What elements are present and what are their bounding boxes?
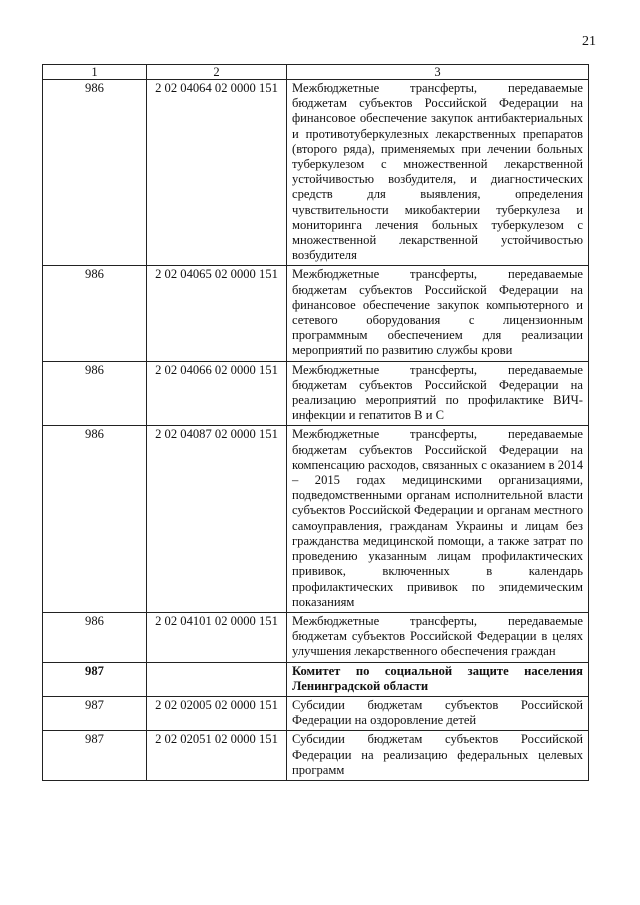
table-row <box>43 361 589 426</box>
revenue-code-cell <box>147 662 287 696</box>
revenue-code-cell: 2 02 04066 02 0000 151 <box>147 361 287 426</box>
page-number: 21 <box>582 34 596 49</box>
admin-code-cell: 987 <box>43 696 147 730</box>
column-header-3: 3 <box>287 65 589 80</box>
description-cell: Межбюджетные трансферты, передаваемые бюджетам субъектов Российской Федерации на реализацию мероприятий по профилактике ВИЧ-инфекции и гепатитов В и С <box>287 361 589 426</box>
administrator-name-cell: Комитет по социальной защите населения Ленинградской области <box>287 662 589 696</box>
table-row <box>43 696 589 730</box>
revenue-code-cell: 2 02 04101 02 0000 151 <box>147 612 287 662</box>
admin-code-cell: 986 <box>43 361 147 426</box>
table-row <box>43 80 589 266</box>
table-row <box>43 731 589 781</box>
admin-code-cell: 987 <box>43 662 147 696</box>
description-cell: Субсидии бюджетам субъектов Российской Федерации на оздоровление детей <box>287 696 589 730</box>
description-cell: Межбюджетные трансферты, передаваемые бюджетам субъектов Российской Федерации на финансовое обеспечение закупок компьютерного и сетевого оборудования с лицензионным программным обеспечением для реализации мероприятий по развитию службы крови <box>287 266 589 361</box>
revenue-code-cell: 2 02 04064 02 0000 151 <box>147 80 287 266</box>
revenue-code-cell: 2 02 04065 02 0000 151 <box>147 266 287 361</box>
revenue-code-cell: 2 02 04087 02 0000 151 <box>147 426 287 612</box>
table-row <box>43 426 589 612</box>
description-cell: Субсидии бюджетам субъектов Российской Федерации на реализацию федеральных целевых программ <box>287 731 589 781</box>
column-header-2: 2 <box>147 65 287 80</box>
admin-code-cell: 986 <box>43 612 147 662</box>
admin-code-cell: 986 <box>43 80 147 266</box>
header-row <box>43 65 589 80</box>
revenue-code-cell: 2 02 02051 02 0000 151 <box>147 731 287 781</box>
table-row <box>43 266 589 361</box>
admin-code-cell: 986 <box>43 266 147 361</box>
table-row-section-heading <box>43 662 589 696</box>
description-cell: Межбюджетные трансферты, передаваемые бюджетам субъектов Российской Федерации в целях улучшения лекарственного обеспечения граждан <box>287 612 589 662</box>
description-cell: Межбюджетные трансферты, передаваемые бюджетам субъектов Российской Федерации на компенсацию расходов, связанных с оказанием в 2014 – 2015 годах медицинскими организациями, подведомственными органам исполнительной власти субъектов Российской Федерации и органам местного самоуправления, гражданам Украины и лицам без гражданства медицинской помощи, а также затрат по проведению указанным лицам профилактических прививок, включенных в календарь профилактических прививок по эпидемическим показаниям <box>287 426 589 612</box>
column-header-1: 1 <box>43 65 147 80</box>
admin-code-cell: 987 <box>43 731 147 781</box>
revenue-code-cell: 2 02 02005 02 0000 151 <box>147 696 287 730</box>
admin-code-cell: 986 <box>43 426 147 612</box>
budget-codes-table <box>42 64 589 781</box>
description-cell: Межбюджетные трансферты, передаваемые бюджетам субъектов Российской Федерации на финансовое обеспечение закупок антибактериальных и противотуберкулезных лекарственных препаратов (второго ряда), применяемых при лечении больных туберкулезом с множественной лекарственной устойчивостью возбудителя, и диагностических средств для выявления, определения чувствительности микобактерии туберкулеза и мониторинга лечения больных туберкулезом с множественной лекарственной устойчивостью возбудителя <box>287 80 589 266</box>
table-row <box>43 612 589 662</box>
